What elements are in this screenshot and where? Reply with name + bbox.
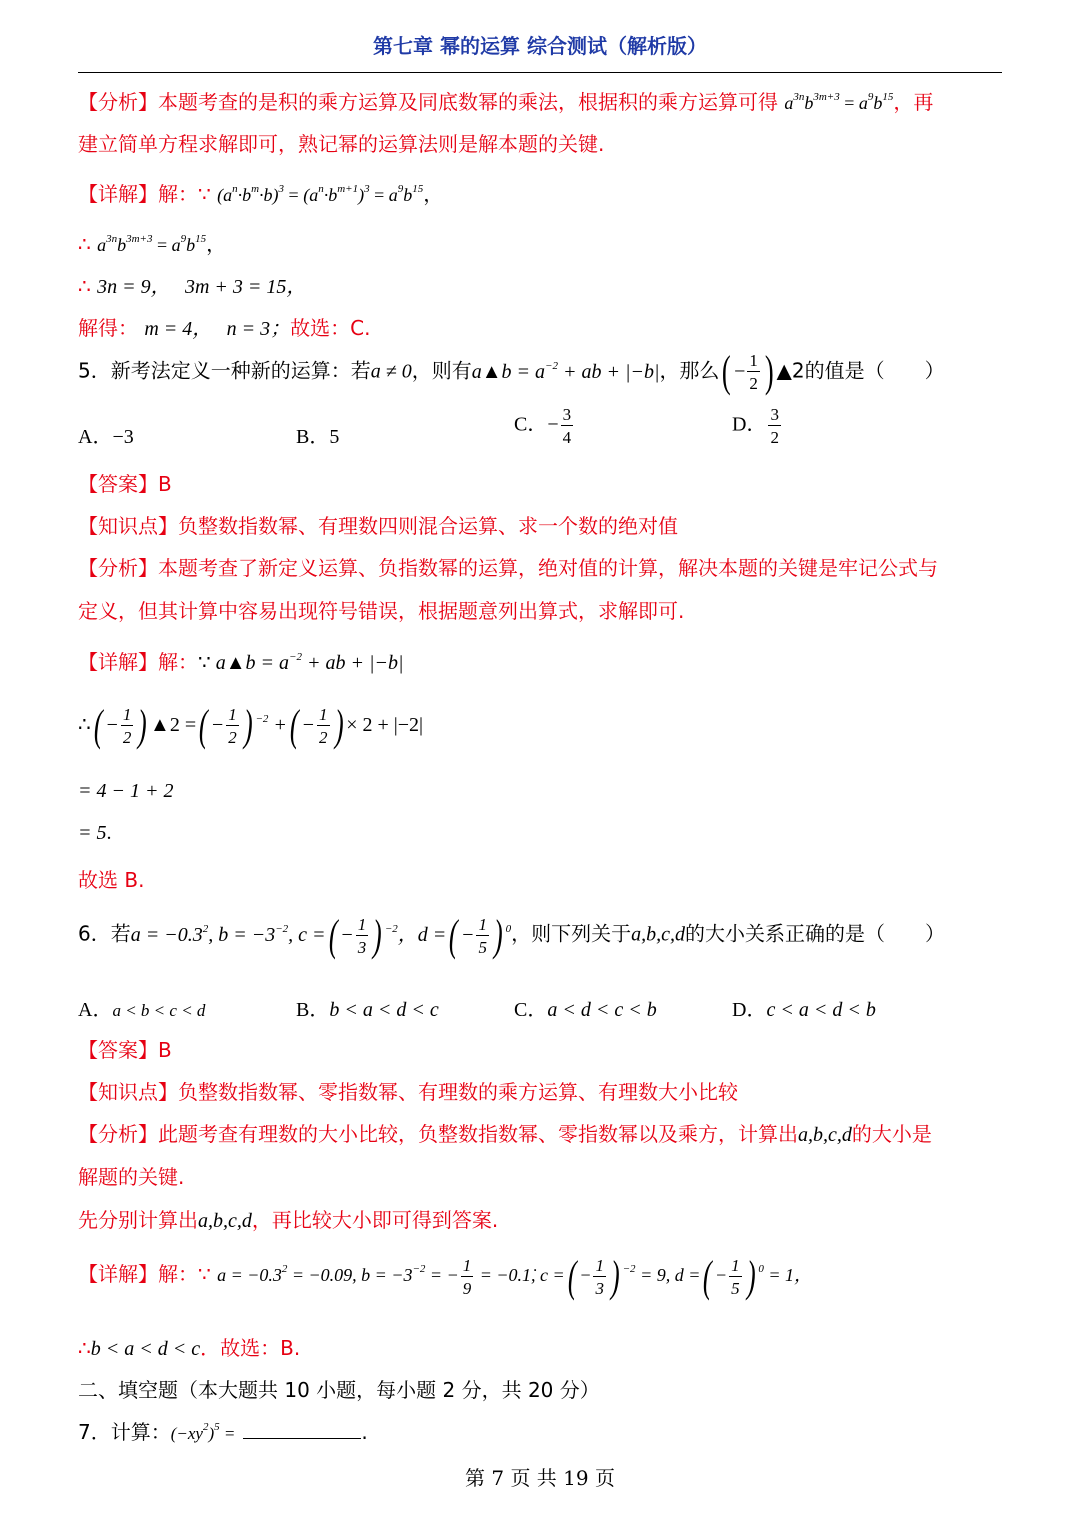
q5-detail-label: 【详解】 bbox=[78, 650, 158, 674]
q6-conclusion-prefix: ∴ bbox=[78, 1336, 91, 1360]
q6-option-d-letter: D． bbox=[732, 999, 767, 1021]
q5-analysis-line-2: 定义，但其计算中容易出现符号错误，根据题意列出算式，求解即可. bbox=[78, 599, 685, 623]
q5-analysis-text-1: 本题考查了新定义运算、负指数幂的运算，绝对值的计算，解决本题的关键是牢记公式与 bbox=[158, 556, 938, 580]
q5-option-c-fraction: $\frac{3}{4}$ bbox=[562, 405, 572, 447]
q7-stem bbox=[78, 1416, 1008, 1445]
page-footer: 第 7 页 共 19 页 bbox=[465, 1466, 615, 1490]
q5-analysis-label: 【分析】 bbox=[78, 556, 158, 580]
q5-option-d-fraction: $\frac{3}{2}$ bbox=[770, 405, 779, 447]
q4-analysis-text-1: 本题考查的是积的乘方运算及同底数幂的乘法，根据积的乘方运算可得 bbox=[158, 90, 778, 114]
q5-answer: 【答案】B bbox=[78, 472, 172, 496]
q5-option-a-letter: A． bbox=[78, 426, 113, 448]
q4-detail-line: 【详解】解：∵ $(a^n\cdot b^m\cdot b)^3 = (a^n\cdot b^{m+1})^3 = a^9b^{15}$， bbox=[78, 182, 444, 206]
q6-conclusion-choose: ．故选：B. bbox=[200, 1336, 301, 1360]
q5-step-2-line bbox=[78, 822, 1008, 845]
q6-analysis-text-1: 此题考查有理数的大小比较，负整数指数幂、零指数幂以及乘方，计算出 bbox=[158, 1122, 798, 1146]
q5-option-c[interactable] bbox=[514, 406, 575, 446]
q4-analysis-formula: $a^{3n}b^{3m+3} = a^9b^{15}$ bbox=[784, 91, 894, 113]
q4-detail-label: 【详解】 bbox=[78, 182, 158, 206]
q6-detail-line bbox=[78, 1252, 1008, 1301]
q5-calc-formula: ∴( − $\frac{1}{2}$ ) ▲2 =( − $\frac{1}{2}$ ) $^{-2}$ +( − $\frac{1}{2}$ ) × 2 + |−2| bbox=[78, 701, 424, 750]
q6-analysis-vars: a,b,c,d bbox=[798, 1124, 852, 1146]
q6-knowledge-label: 【知识点】 bbox=[78, 1080, 178, 1104]
q5-detail-formula: ∵ a▲b = $a^{-2}$ + ab + |−b| bbox=[198, 651, 404, 674]
q6-conclusion-expr: b < a < d < c bbox=[90, 1338, 201, 1360]
q4-solve-line bbox=[78, 312, 1008, 341]
q6-detail-formula: $a = -0.3^2 = -0.09$, $b = -3^{-2}$ = − $\frac{1}{9}$ = −0.1̇, c =( − $\frac{1}{3}$ ) $^{-2}$ = 9, d =( − $\frac{1}{5}$ ) $^0$ = 1， bbox=[217, 1252, 812, 1301]
q4-detail-prefix: 解：∵ bbox=[158, 182, 211, 206]
q4-analysis-line-2: 建立简单方程求解即可，熟记幂的运算法则是解本题的关键. bbox=[78, 132, 605, 156]
q5-stem-end: ▲2的值是（ ） bbox=[776, 358, 945, 383]
q6-option-b-letter: B． bbox=[296, 999, 330, 1021]
q4-choose: 故选：C. bbox=[290, 316, 371, 340]
q6-analysis-line-3 bbox=[78, 1204, 1008, 1233]
q5-option-d[interactable] bbox=[732, 406, 783, 446]
q5-calc-line bbox=[78, 701, 1008, 750]
q7-end: . bbox=[361, 1420, 368, 1444]
q4-solve-n: n = 3； bbox=[226, 318, 291, 340]
q5-stem: 5．新考法定义一种新的运算：若a ≠ 0，则有a▲b = $a^{-2}$ + ab + |−b|，那么( − $\frac{1}{2}$ ) ▲2的值是（ ） bbox=[78, 347, 945, 396]
q6-option-a-letter: A． bbox=[78, 999, 113, 1021]
q6-option-a[interactable] bbox=[78, 993, 205, 1022]
q4-analysis-line-1 bbox=[78, 86, 1008, 115]
q4-therefore-formula-1: $a^{3n}b^{3m+3} = a^9b^{15}$ bbox=[97, 233, 207, 255]
q4-solve-m: m = 4， bbox=[144, 318, 213, 340]
q7-answer-blank[interactable] bbox=[243, 1418, 361, 1439]
q7-expression: $(-xy^2)^5$ = bbox=[170, 1421, 236, 1443]
q6-option-c-letter: C． bbox=[514, 999, 548, 1021]
q6-option-a-value: a < b < c < d bbox=[112, 1001, 206, 1020]
q6-stem-definitions: $a = -0.3^2$, $b = -3^{-2}$, c =( − $\frac{1}{3}$ ) $^{-2}$，d =( − $\frac{1}{5}$ ) $^0$ bbox=[130, 911, 512, 960]
header-divider bbox=[78, 72, 1002, 73]
q6-analysis-label: 【分析】 bbox=[78, 1122, 158, 1146]
q6-stem-mid: ，则下列关于 bbox=[511, 921, 632, 946]
q6-analysis-text-3a: 先分别计算出 bbox=[78, 1208, 198, 1232]
q5-option-b-value: 5 bbox=[329, 426, 340, 448]
q6-knowledge bbox=[78, 1076, 1008, 1105]
section-2-title: 二、填空题（本大题共 10 小题，每小题 2 分，共 20 分） bbox=[78, 1378, 600, 1402]
q6-analysis-line-1 bbox=[78, 1118, 1008, 1147]
q6-analysis-vars-2: a,b,c,d bbox=[198, 1210, 252, 1232]
q6-stem-end: 的大小关系正确的是（ ） bbox=[685, 921, 945, 946]
q6-analysis-text-3b: ，再比较大小即可得到答案. bbox=[251, 1208, 499, 1232]
q5-stem-condition: a ≠ 0 bbox=[370, 360, 412, 383]
q5-analysis-line-1 bbox=[78, 552, 1008, 581]
q6-option-b[interactable] bbox=[296, 993, 439, 1022]
q5-step-2: = 5 bbox=[78, 822, 107, 844]
q4-therefore-symbol-1: ∴ bbox=[78, 232, 91, 256]
q6-option-d-value: c < a < d < b bbox=[766, 999, 876, 1021]
q6-answer: 【答案】B bbox=[78, 1038, 172, 1062]
q6-stem-prefix: 6．若 bbox=[78, 921, 131, 946]
q6-stem bbox=[78, 911, 1008, 960]
q5-detail-prefix: 解： bbox=[158, 650, 198, 674]
q6-option-d[interactable] bbox=[732, 993, 876, 1022]
q7-stem-text: 7．计算： bbox=[78, 1420, 171, 1444]
q4-therefore-symbol-2: ∴ bbox=[78, 274, 91, 298]
q5-option-b-letter: B． bbox=[296, 426, 330, 448]
q5-stem-mid: ，则有 bbox=[411, 358, 472, 383]
q5-knowledge-text: 负整数指数幂、有理数四则混合运算、求一个数的绝对值 bbox=[178, 514, 678, 538]
q6-option-c-value: a < d < c < b bbox=[547, 999, 657, 1021]
q6-conclusion bbox=[78, 1332, 1008, 1361]
q6-detail-label: 【详解】 bbox=[78, 1262, 158, 1287]
q5-knowledge bbox=[78, 510, 1008, 539]
q4-analysis-label: 【分析】 bbox=[78, 90, 158, 114]
q6-detail-prefix: 解：∵ bbox=[158, 1262, 211, 1287]
q4-therefore-line-2 bbox=[78, 270, 1008, 299]
q4-detail-formula: $(a^n\cdot b^m\cdot b)^3 = (a^n\cdot b^{m+1})^3 = a^9b^{15}$ bbox=[217, 183, 424, 205]
q5-stem-definition: a▲b = $a^{-2}$ + ab + |−b| bbox=[471, 359, 660, 383]
q5-option-d-letter: D． bbox=[732, 413, 767, 436]
q5-stem-after: ，那么 bbox=[659, 358, 720, 383]
q5-choose: 故选 B. bbox=[78, 868, 145, 892]
q5-option-c-sign: − bbox=[547, 413, 559, 436]
q5-option-b[interactable] bbox=[296, 420, 339, 449]
q5-step-1: = 4 − 1 + 2 bbox=[78, 780, 174, 802]
q6-knowledge-text: 负整数指数幂、零指数幂、有理数的乘方运算、有理数大小比较 bbox=[178, 1080, 738, 1104]
q4-analysis-text-1b: ，再 bbox=[893, 90, 934, 114]
q5-stem-fraction: $\frac{1}{2}$ bbox=[749, 351, 758, 393]
q5-knowledge-label: 【知识点】 bbox=[78, 514, 178, 538]
q4-solve-text: 解得： bbox=[78, 316, 138, 340]
q5-stem-prefix: 5．新考法定义一种新的运算：若 bbox=[78, 358, 371, 383]
q4-eq-3n: 3n = 9， bbox=[97, 276, 171, 298]
q6-option-b-value: b < a < d < c bbox=[329, 999, 439, 1021]
q6-option-c[interactable] bbox=[514, 993, 657, 1022]
page-header-title: 第七章 幂的运算 综合测试（解析版） bbox=[373, 34, 707, 58]
q6-analysis-text-1b: 的大小是 bbox=[851, 1122, 932, 1146]
q6-analysis-line-2: 解题的关键. bbox=[78, 1165, 185, 1189]
q5-option-a[interactable] bbox=[78, 420, 134, 449]
q4-therefore-line-1: ∴ $a^{3n}b^{3m+3} = a^9b^{15}$， bbox=[78, 232, 227, 256]
q5-step-2-end: . bbox=[106, 822, 112, 844]
q5-option-c-letter: C． bbox=[514, 413, 548, 436]
q5-detail-line bbox=[78, 646, 1008, 675]
q4-eq-3m: 3m + 3 = 15， bbox=[184, 276, 307, 298]
q5-option-a-value: −3 bbox=[112, 426, 134, 448]
q6-stem-vars: a,b,c,d bbox=[631, 923, 685, 946]
